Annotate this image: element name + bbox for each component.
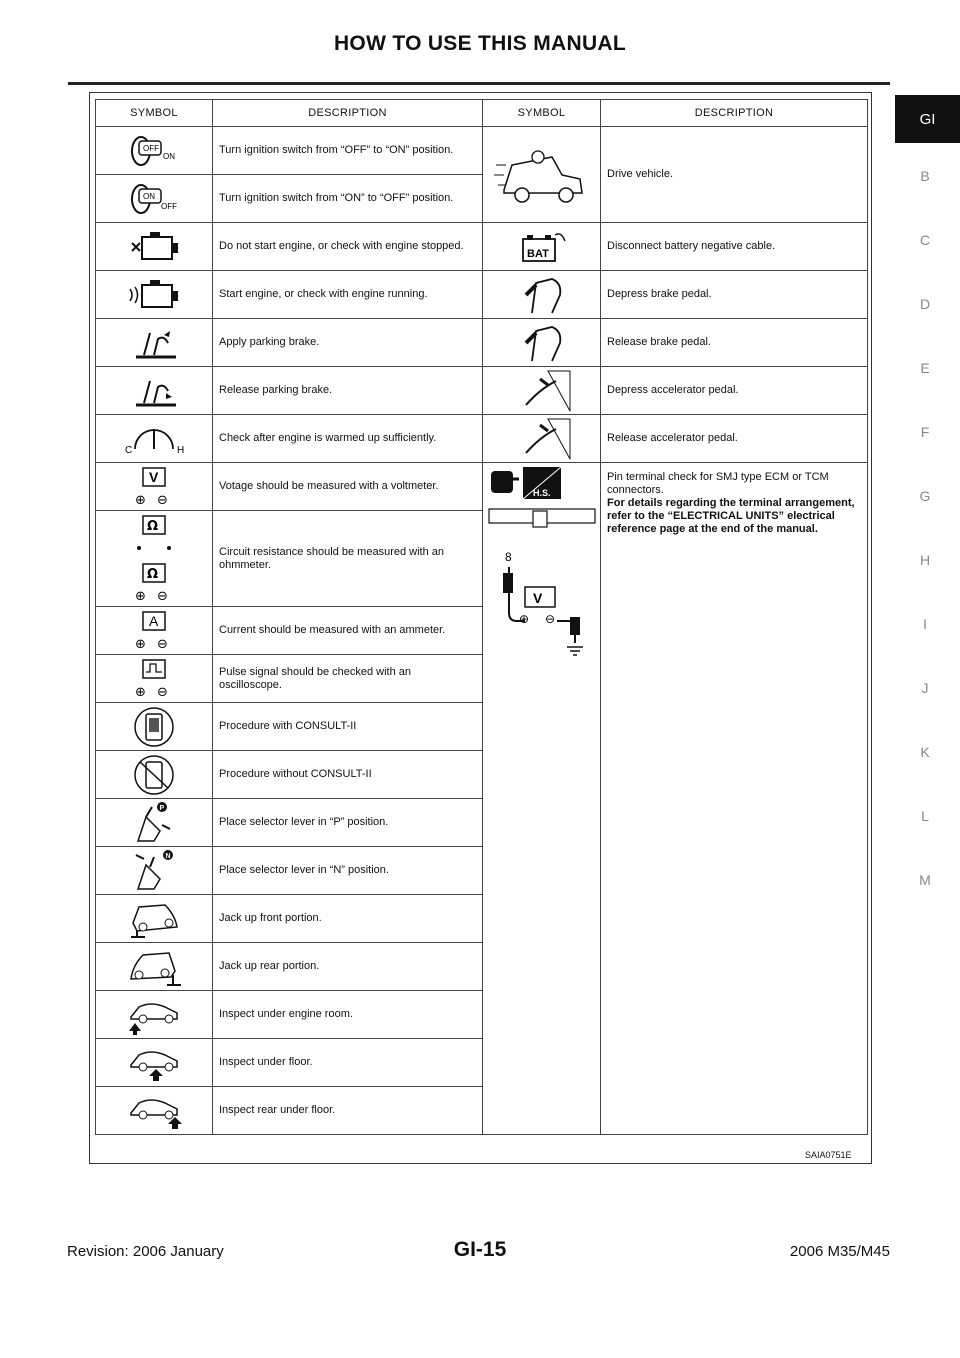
figure-code: SAIA0751E <box>805 1150 852 1160</box>
desc-depress-accelerator: Depress accelerator pedal. <box>601 367 868 415</box>
selector-n-icon <box>96 847 213 895</box>
release-accelerator-icon <box>483 415 601 463</box>
desc-release-parking-brake: Release parking brake. <box>213 367 483 415</box>
side-index-h[interactable]: H <box>919 552 931 568</box>
ignition-on-to-off-icon <box>96 175 213 223</box>
desc-warmed-up: Check after engine is warmed up sufficiently. <box>213 415 483 463</box>
svg-text:P: P <box>159 804 165 812</box>
desc-engine-running: Start engine, or check with engine running. <box>213 271 483 319</box>
pin-check-description <box>601 463 868 1135</box>
side-index-e[interactable]: E <box>920 360 930 376</box>
svg-text:Ω: Ω <box>147 518 159 534</box>
svg-text:OFF: OFF <box>143 143 159 153</box>
header-description-2: DESCRIPTION <box>601 100 868 127</box>
desc-ignition-on-to-off: Turn ignition switch from “ON” to “OFF” position. <box>213 175 483 223</box>
svg-text:A: A <box>149 612 159 629</box>
depress-brake-icon <box>483 271 601 319</box>
header-description-1: DESCRIPTION <box>213 100 483 127</box>
ammeter-icon <box>96 607 213 655</box>
desc-selector-n: Place selector lever in “N” position. <box>213 847 483 895</box>
side-index-k[interactable]: K <box>920 744 930 760</box>
svg-text:⊕: ⊕ <box>518 612 529 626</box>
desc-inspect-rear-floor: Inspect rear under floor. <box>213 1087 483 1135</box>
desc-battery: Disconnect battery negative cable. <box>601 223 868 271</box>
side-index-g[interactable]: G <box>919 488 931 504</box>
consult-ii-icon <box>96 703 213 751</box>
header-symbol-2: SYMBOL <box>483 100 601 127</box>
selector-p-icon <box>96 799 213 847</box>
desc-release-brake: Release brake pedal. <box>601 319 868 367</box>
side-index-b[interactable]: B <box>920 168 930 184</box>
side-index <box>910 168 940 936</box>
engine-running-icon <box>96 271 213 319</box>
svg-text:OFF: OFF <box>161 201 177 211</box>
svg-text:⊖: ⊖ <box>157 588 168 604</box>
svg-text:H.S.: H.S. <box>532 488 551 498</box>
engine-stopped-icon <box>96 223 213 271</box>
footer-model: 2006 M35/M45 <box>789 1243 890 1260</box>
pin-check-reference: For details regarding the terminal arrangement, refer to the “ELECTRICAL UNITS” electrical reference page at the end of the manual. <box>607 497 855 535</box>
svg-text:⊖: ⊖ <box>157 492 168 508</box>
page-title: HOW TO USE THIS MANUAL <box>333 32 627 55</box>
svg-text:⊕: ⊕ <box>135 588 146 604</box>
svg-text:V: V <box>532 590 542 606</box>
desc-ohmmeter: Circuit resistance should be measured with an ohmmeter. <box>213 511 483 607</box>
svg-text:C: C <box>125 444 133 456</box>
svg-text:BAT: BAT <box>526 247 549 260</box>
svg-text:ON: ON <box>143 191 155 201</box>
svg-text:⊖: ⊖ <box>157 684 168 700</box>
header-symbol-1: SYMBOL <box>96 100 213 127</box>
temperature-gauge-icon <box>96 415 213 463</box>
side-index-c[interactable]: C <box>919 232 931 248</box>
side-index-f[interactable]: F <box>920 424 930 440</box>
svg-text:N: N <box>165 852 171 860</box>
side-index-i[interactable]: I <box>923 616 927 632</box>
inspect-floor-icon <box>96 1039 213 1087</box>
inspect-rear-floor-icon <box>96 1087 213 1135</box>
desc-inspect-floor: Inspect under floor. <box>213 1039 483 1087</box>
svg-text:V: V <box>149 468 159 485</box>
section-tab-gi[interactable]: GI <box>895 95 960 143</box>
desc-selector-p: Place selector lever in “P” position. <box>213 799 483 847</box>
side-index-l[interactable]: L <box>921 808 929 824</box>
footer-revision: Revision: 2006 January <box>67 1243 224 1260</box>
side-index-j[interactable]: J <box>921 680 929 696</box>
svg-text:⊕: ⊕ <box>135 684 146 700</box>
no-consult-ii-icon <box>96 751 213 799</box>
desc-apply-parking-brake: Apply parking brake. <box>213 319 483 367</box>
svg-text:⊖: ⊖ <box>544 612 555 626</box>
svg-text:H: H <box>177 444 185 456</box>
desc-ignition-off-to-on: Turn ignition switch from “OFF” to “ON” position. <box>213 127 483 175</box>
svg-text:⊖: ⊖ <box>157 636 168 652</box>
symbol-table <box>95 99 868 1135</box>
jack-front-icon <box>96 895 213 943</box>
pin-check-text: Pin terminal check for SMJ type ECM or TCM connectors. <box>607 471 829 496</box>
inspect-engine-room-icon <box>96 991 213 1039</box>
desc-engine-stopped: Do not start engine, or check with engine stopped. <box>213 223 483 271</box>
desc-release-accelerator: Release accelerator pedal. <box>601 415 868 463</box>
desc-no-consult-ii: Procedure without CONSULT-II <box>213 751 483 799</box>
release-brake-icon <box>483 319 601 367</box>
drive-vehicle-icon <box>483 127 601 223</box>
svg-text:ON: ON <box>163 151 175 161</box>
desc-depress-brake: Depress brake pedal. <box>601 271 868 319</box>
oscilloscope-icon <box>96 655 213 703</box>
desc-jack-front: Jack up front portion. <box>213 895 483 943</box>
side-index-m[interactable]: M <box>919 872 931 888</box>
desc-inspect-engine-room: Inspect under engine room. <box>213 991 483 1039</box>
pin-check-icon <box>483 463 601 1135</box>
title-rule <box>68 82 890 85</box>
side-index-d[interactable]: D <box>919 296 931 312</box>
depress-accelerator-icon <box>483 367 601 415</box>
desc-ammeter: Current should be measured with an ammeter. <box>213 607 483 655</box>
apply-parking-brake-icon <box>96 319 213 367</box>
release-parking-brake-icon <box>96 367 213 415</box>
jack-rear-icon <box>96 943 213 991</box>
voltmeter-icon <box>96 463 213 511</box>
svg-text:⊕: ⊕ <box>135 636 146 652</box>
svg-text:8: 8 <box>504 550 512 564</box>
ohmmeter-icon <box>96 511 213 607</box>
desc-drive-vehicle: Drive vehicle. <box>601 127 868 223</box>
svg-text:Ω: Ω <box>147 566 159 582</box>
footer-page-number: GI-15 <box>453 1238 507 1261</box>
desc-jack-rear: Jack up rear portion. <box>213 943 483 991</box>
svg-text:⊕: ⊕ <box>135 492 146 508</box>
desc-consult-ii: Procedure with CONSULT-II <box>213 703 483 751</box>
battery-icon <box>483 223 601 271</box>
ignition-off-to-on-icon <box>96 127 213 175</box>
desc-oscilloscope: Pulse signal should be checked with an oscilloscope. <box>213 655 483 703</box>
desc-voltmeter: Votage should be measured with a voltmeter. <box>213 463 483 511</box>
